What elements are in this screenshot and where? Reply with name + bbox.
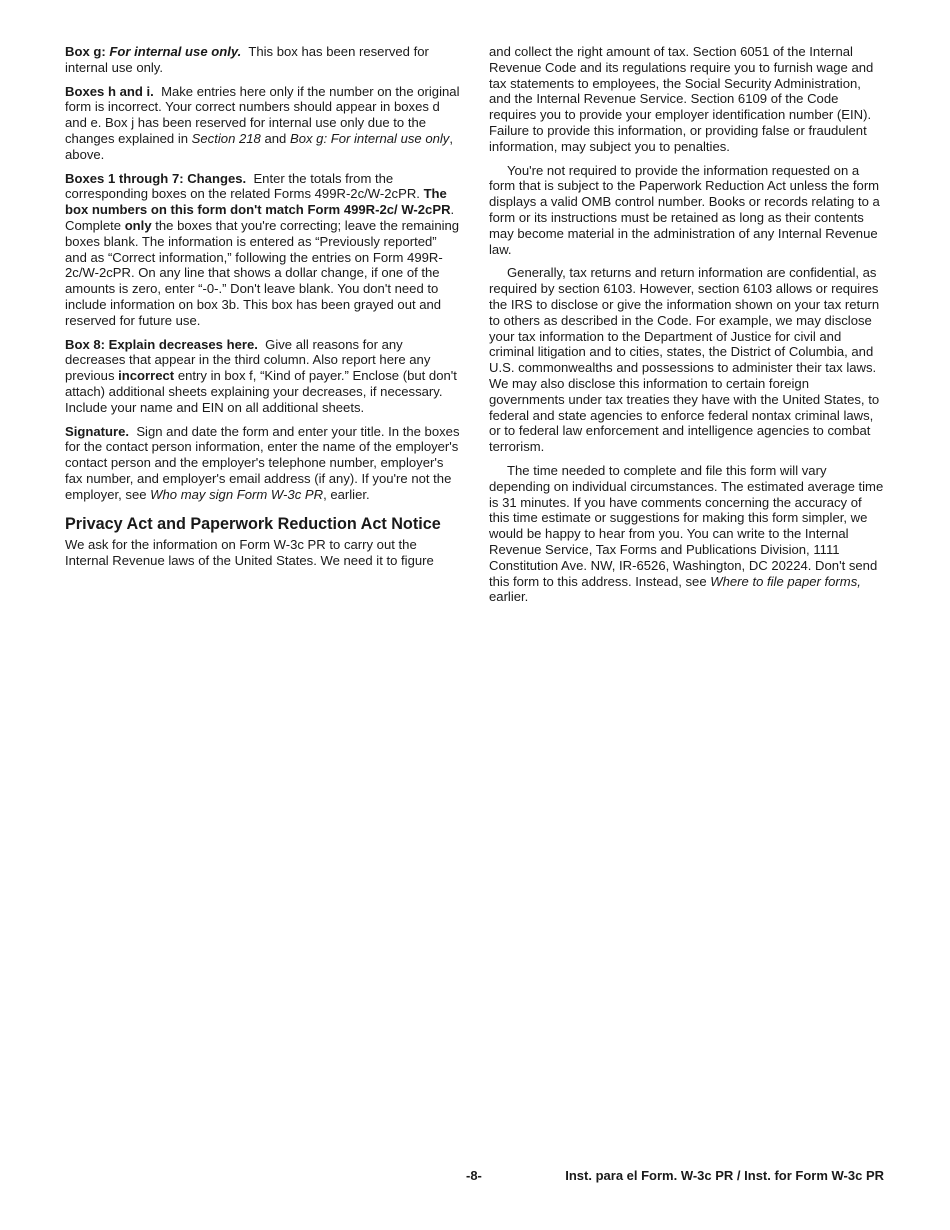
- boxes-h-i-text: and: [260, 130, 290, 146]
- privacy-act-paragraph: We ask for the information on Form W-3c PR to carry out the Internal Revenue laws of the United States. We need it to figure: [65, 537, 434, 568]
- boxes-h-i-text: Make entries here only if the number on the original form is incorrect. Your correct numbers should appear in boxes d and e. Box j has been reserved for internal use only due to the changes explained in: [65, 83, 460, 146]
- signature-text: , earlier.: [323, 486, 370, 502]
- time-estimate-text: The time needed to complete and file this form will vary depending on individual circumstances. The estimated average time is 31 minutes. If you have comments concerning the accuracy of this time estimate or suggestions for making this form simpler, we would be happy to hear from you. You can write to the Internal Revenue Service, Tax Forms and Publications Division, 1111 Constitution Ave. NW, IR-6526, Washington, DC 20224. Don't send this form to this address. Instead, see: [489, 462, 884, 589]
- signature-paragraph: [65, 424, 461, 503]
- where-to-file-ref: Where to file paper forms,: [710, 573, 861, 589]
- boxes-1-7-text: the boxes that you're correcting; leave the remaining boxes blank. The information is entered as “Previously reported” and as “Correct information,” following the entries on Form 499R-2c/W-2cPR. On any line that shows a dollar change, if one of the amounts is zero, enter “-0-.” Don't leave blank. You don't need to include information on box 3b. This box has been grayed out and reserved for future use.: [65, 217, 460, 328]
- boxes-1-7-text: . Complete: [65, 202, 455, 233]
- signature-text: Sign and date the form and enter your title. In the boxes for the contact person information, enter the name of the employer's contact person and the employer's telephone number, employer's fax number, and employer's email address (if any). If you're not the employer, see: [65, 423, 460, 502]
- privacy-paragraph-2: You're not required to provide the information requested on a form that is subject to the Paperwork Reduction Act unless the form displays a valid OMB control number. Books or records relating to a form or its instructions must be retained as long as their contents may become material in the administration of any Internal Revenue law.: [489, 162, 880, 257]
- page-number: -8-: [466, 1168, 482, 1183]
- boxes-h-i-paragraph: [65, 84, 461, 163]
- privacy-act-heading: Privacy Act and Paperwork Reduction Act Notice: [65, 514, 441, 533]
- time-estimate-text: earlier.: [489, 589, 529, 605]
- boxes-1-7-paragraph: [65, 171, 461, 329]
- box-g-paragraph: [65, 44, 461, 76]
- box-g-heading: Box g:: [65, 44, 106, 59]
- box-g-text: This box has been reserved for internal use only.: [65, 44, 429, 75]
- box-g-heading-em: For internal use only.: [109, 44, 242, 59]
- box-8-text: entry in box f, “Kind of payer.” Enclose (but don't attach) additional sheets explaining your decreases, if necessary. Include your name and EIN on all additional sheets.: [65, 368, 457, 415]
- privacy-paragraph-1: and collect the right amount of tax. Section 6051 of the Internal Revenue Code and its regulations require you to furnish wage and tax statements to employees, the Social Security Administration, and the Internal Revenue Service. Section 6109 of the Code requires you to provide your employer identification number (EIN). Failure to provide this information, or providing false or fraudulent information, may subject you to penalties.: [489, 44, 874, 154]
- privacy-paragraph-4: [489, 463, 885, 605]
- signature-heading: Signature.: [65, 423, 130, 439]
- box-8-bold: incorrect: [118, 368, 175, 384]
- privacy-paragraph-3: Generally, tax returns and return information are confidential, as required by section 6103. However, section 6103 allows or requires the IRS to disclose or give the information shown on your tax return to others as described in the Code. For example, we may disclose your tax information to the Department of Justice for civil and criminal litigation and to cities, states, the District of Columbia, and U.S. commonwealths and possessions to administer their tax laws. We may also disclose this information to certain foreign governments under tax treaties they have with the United States, to federal and state agencies to enforce federal nontax criminal laws, or to federal law enforcement and intelligence agencies to combat terrorism.: [489, 265, 880, 455]
- boxes-1-7-bold: only: [124, 217, 152, 233]
- boxes-h-i-text: , above.: [65, 130, 453, 162]
- left-column: [65, 44, 461, 577]
- footer-form-title: Inst. para el Form. W-3c PR / Inst. for Form W-3c PR: [565, 1168, 884, 1183]
- section-218-ref: Section 218: [191, 130, 261, 146]
- who-may-sign-ref: Who may sign Form W-3c PR: [150, 486, 324, 502]
- boxes-1-7-bold: The box numbers on this form don't match Form 499R-2c/ W-2cPR: [65, 186, 451, 218]
- boxes-h-i-heading: Boxes h and i.: [65, 83, 154, 99]
- right-column: [489, 44, 885, 613]
- box-g-ref: Box g: For internal use only: [289, 130, 450, 146]
- box-8-text: Give all reasons for any decreases that appear in the third column. Also report here any previous: [65, 336, 431, 384]
- box-8-paragraph: [65, 337, 461, 416]
- box-8-heading: Box 8: Explain decreases here.: [65, 336, 258, 352]
- boxes-1-7-text: Enter the totals from the corresponding boxes on the related Forms 499R-2c/W-2cPR.: [65, 170, 420, 202]
- boxes-1-7-heading: Boxes 1 through 7: Changes.: [65, 170, 247, 186]
